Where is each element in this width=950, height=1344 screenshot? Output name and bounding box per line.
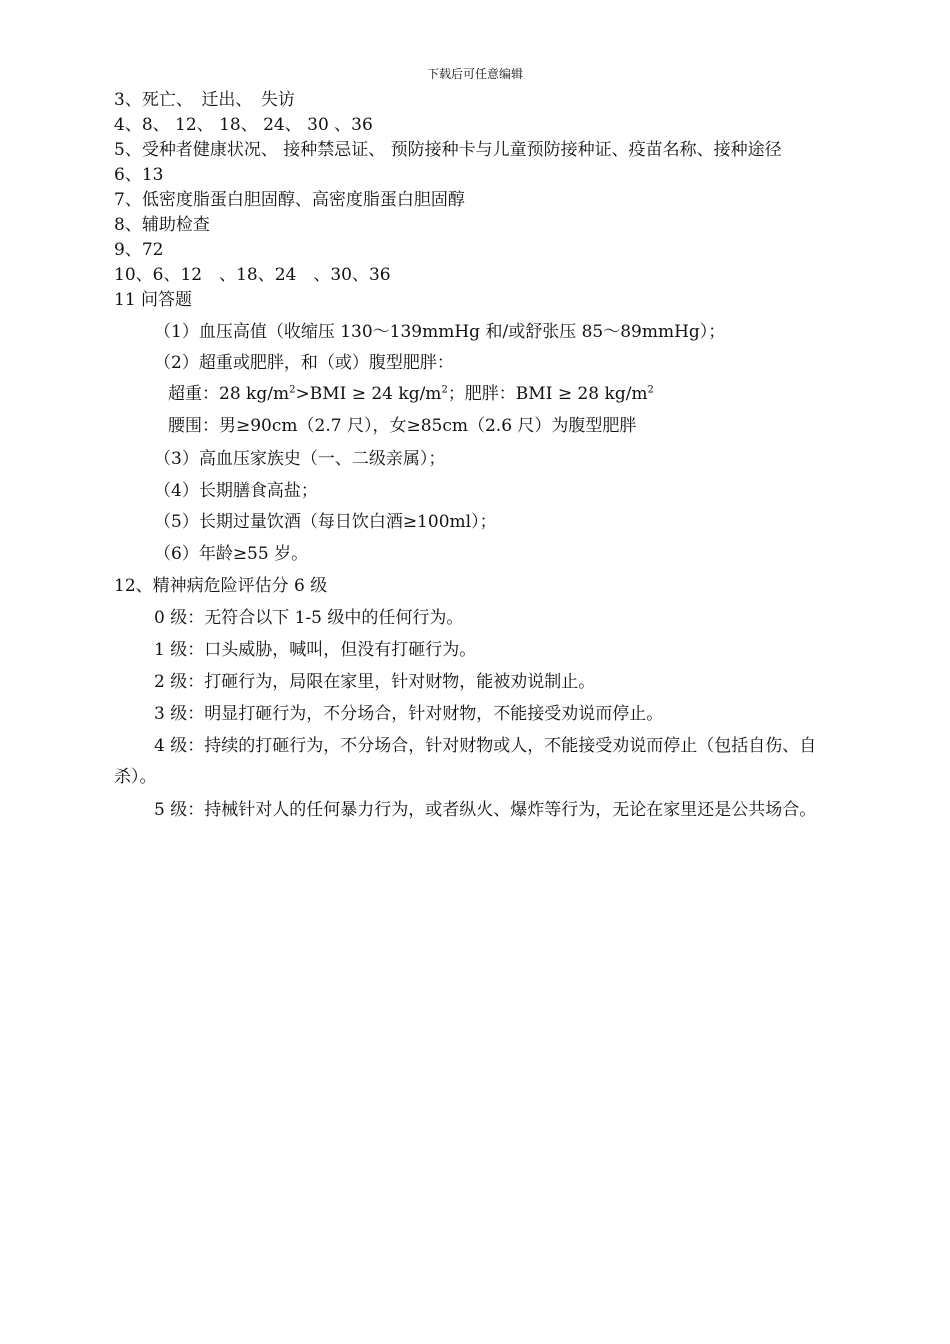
level-5: 5 级：持械针对人的任何暴力行为，或者纵火、爆炸等行为，无论在家里还是公共场合。 [154, 800, 817, 820]
answer-9: 9、72 [114, 240, 164, 260]
bmi-criteria [168, 383, 654, 405]
answer-3: 3、死亡、 迁出、 失访 [114, 90, 295, 110]
level-4: 4 级：持续的打砸行为，不分场合，针对财物或人，不能接受劝说而停止（包括自伤、自 [154, 736, 817, 756]
answer-7: 7、低密度脂蛋白胆固醇、高密度脂蛋白胆固醇 [114, 190, 465, 210]
level-4-continued: 杀）。 [114, 767, 157, 787]
question-11-title: 11 问答题 [114, 290, 193, 310]
answer-10: 10、6、12 、18、24 、30、36 [114, 265, 391, 285]
risk-item-2: （2）超重或肥胖，和（或）腹型肥胖： [154, 353, 454, 373]
answer-6: 6、13 [114, 165, 164, 185]
risk-item-5: （5）长期过量饮酒（每日饮白酒≥100ml）； [154, 512, 497, 532]
level-2: 2 级：打砸行为，局限在家里，针对财物，能被劝说制止。 [154, 672, 596, 692]
level-0: 0 级：无符合以下 1-5 级中的任何行为。 [154, 608, 464, 628]
risk-item-6: （6）年龄≥55 岁。 [154, 544, 309, 564]
risk-item-1: （1）血压高值（收缩压 130～139mmHg 和/或舒张压 85～89mmHg）； [154, 322, 726, 342]
answer-5: 5、受种者健康状况、 接种禁忌证、 预防接种卡与儿童预防接种证、疫苗名称、接种途径 [114, 140, 782, 160]
answer-8: 8、辅助检查 [114, 215, 210, 235]
level-1: 1 级：口头威胁，喊叫，但没有打砸行为。 [154, 640, 477, 660]
risk-item-3: （3）高血压家族史（一、二级亲属）； [154, 449, 446, 469]
bmi-overweight-low: 超重：28 kg/m [168, 384, 290, 404]
bmi-overweight-high: >BMI ≥ 24 kg/m [295, 384, 442, 404]
question-12-title: 12、精神病危险评估分 6 级 [114, 576, 328, 596]
page-header: 下载后可任意编辑 [426, 67, 523, 81]
superscript: 2 [441, 384, 448, 396]
risk-item-4: （4）长期膳食高盐； [154, 481, 318, 501]
answer-4: 4、8、 12、 18、 24、 30 、36 [114, 115, 373, 135]
superscript: 2 [289, 384, 296, 396]
level-3: 3 级：明显打砸行为，不分场合，针对财物，不能接受劝说而停止。 [154, 704, 664, 724]
superscript: 2 [647, 384, 654, 396]
bmi-obese: ；肥胖：BMI ≥ 28 kg/m [447, 384, 648, 404]
waist-criteria: 腰围：男≥90cm（2.7 尺），女≥85cm（2.6 尺）为腹型肥胖 [168, 416, 637, 436]
